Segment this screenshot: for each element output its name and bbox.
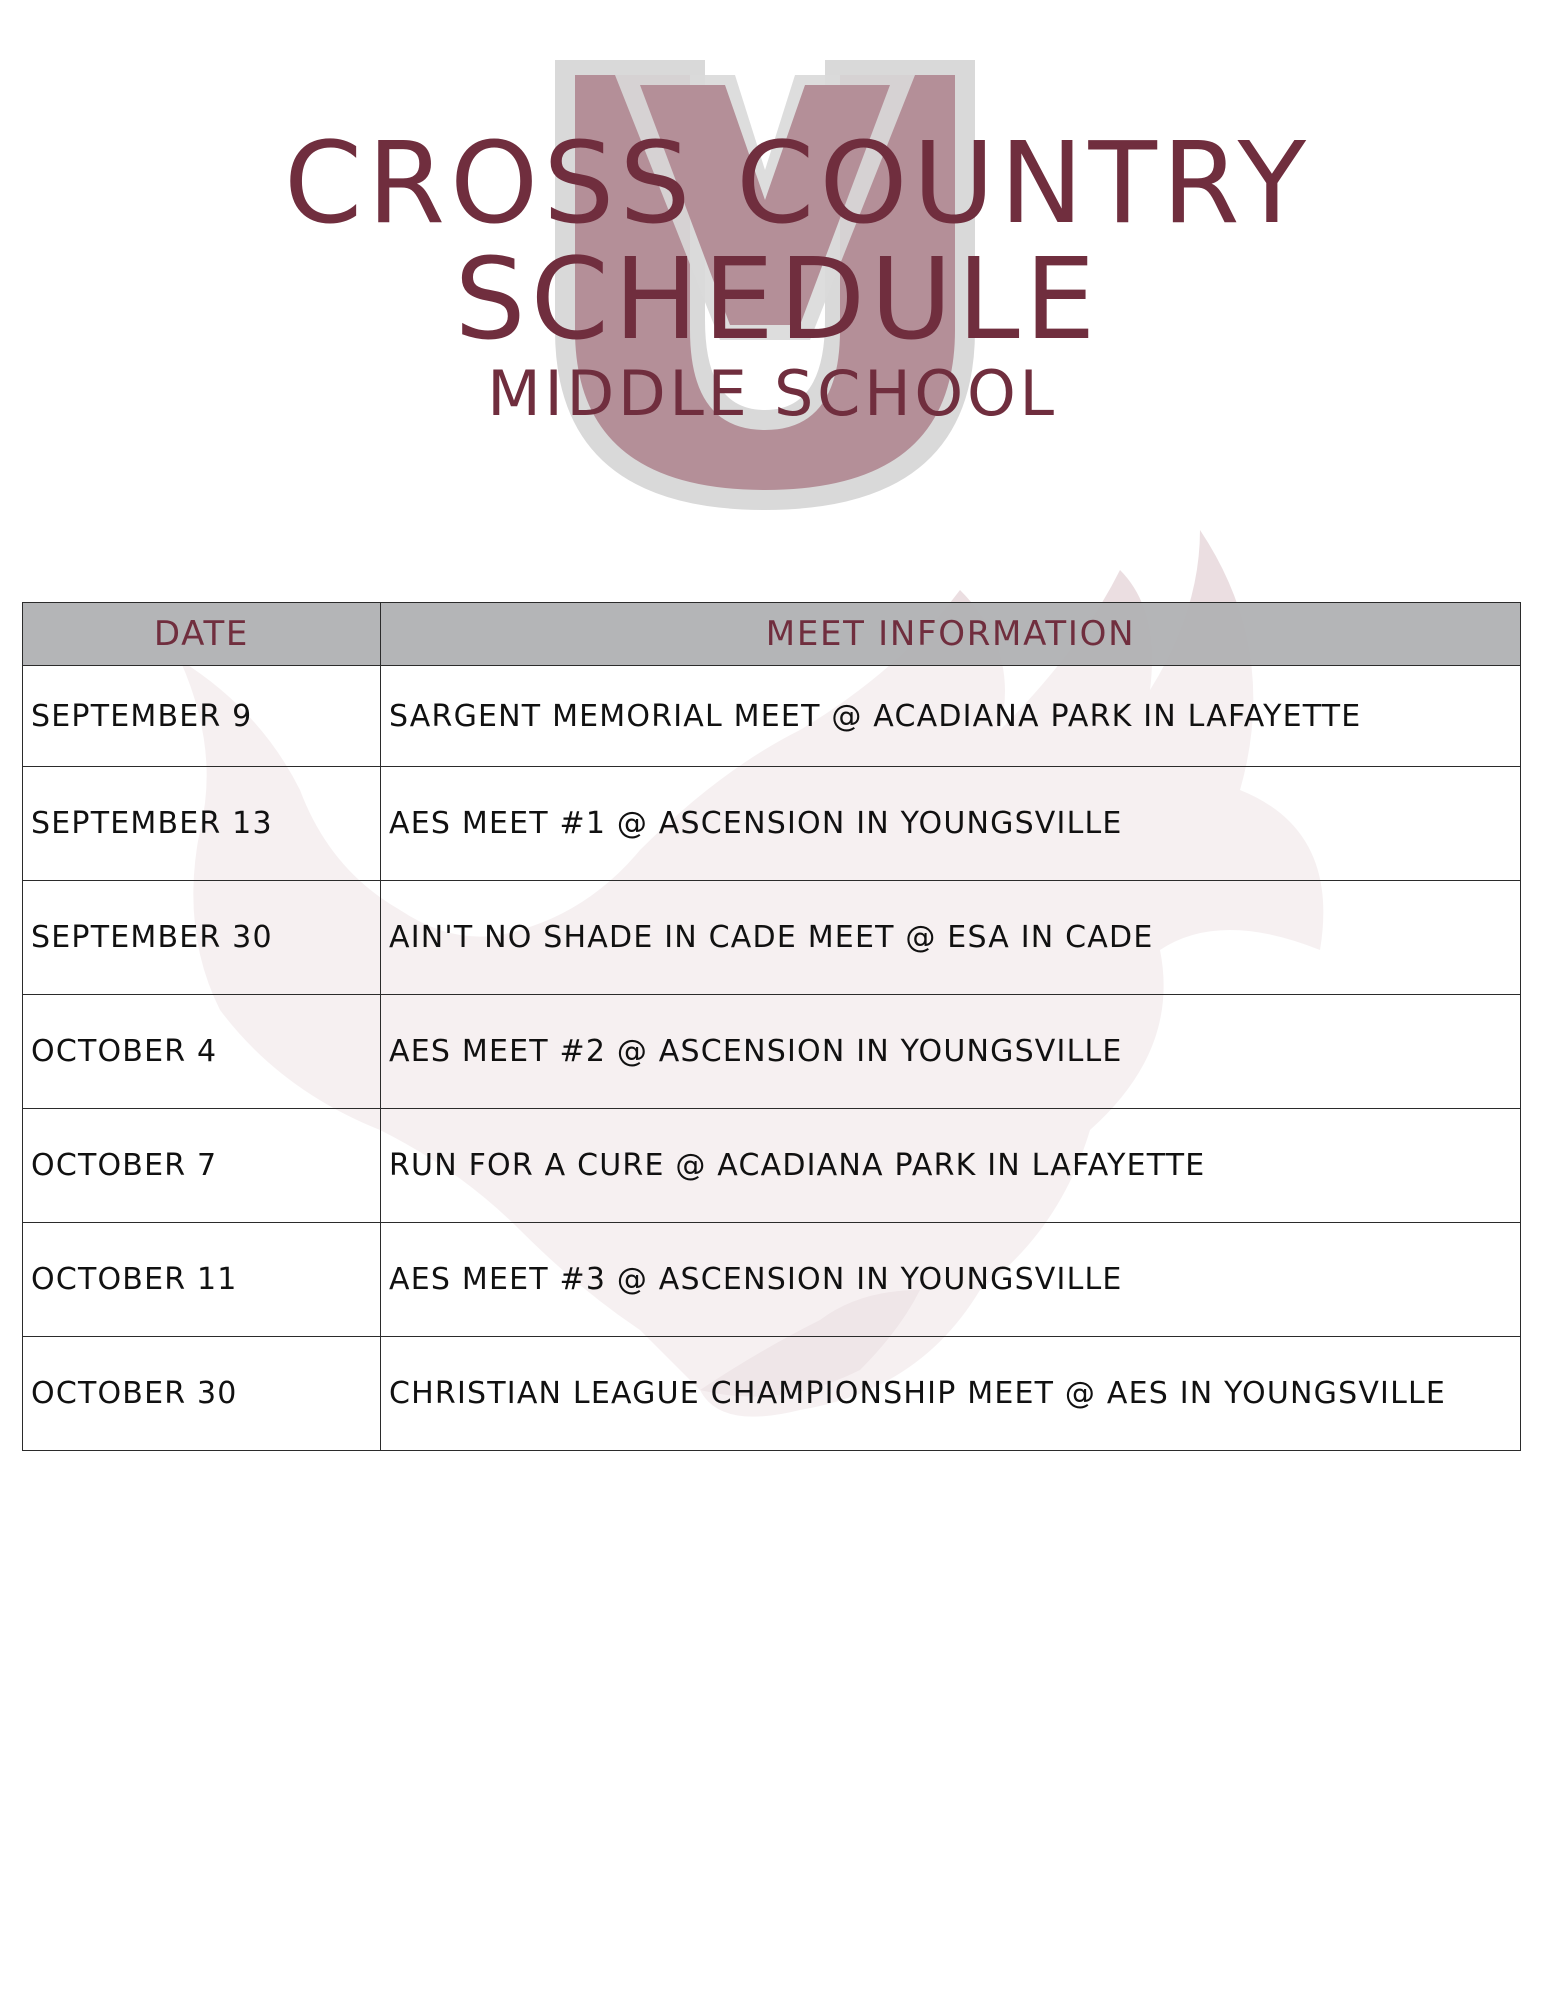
page-title-line-2: SCHEDULE <box>454 235 1101 365</box>
date-cell: OCTOBER 11 <box>23 1223 381 1337</box>
table-row <box>23 666 1521 767</box>
date-cell: OCTOBER 7 <box>23 1109 381 1223</box>
table-header-row <box>23 603 1521 666</box>
meet-info-cell: AIN'T NO SHADE IN CADE MEET @ ESA IN CADE <box>381 881 1521 995</box>
page-title: CROSS COUNTRY <box>283 119 1312 249</box>
table-row <box>23 1109 1521 1223</box>
table-row <box>23 1223 1521 1337</box>
date-cell: SEPTEMBER 9 <box>23 666 381 767</box>
date-cell: SEPTEMBER 13 <box>23 767 381 881</box>
meet-info-cell: RUN FOR A CURE @ ACADIANA PARK IN LAFAYETTE <box>381 1109 1521 1223</box>
date-cell: OCTOBER 4 <box>23 995 381 1109</box>
meet-info-cell: CHRISTIAN LEAGUE CHAMPIONSHIP MEET @ AES IN YOUNGSVILLE <box>381 1337 1521 1451</box>
date-cell: SEPTEMBER 30 <box>23 881 381 995</box>
column-header-date: DATE <box>23 603 381 666</box>
date-cell: OCTOBER 30 <box>23 1337 381 1451</box>
table-row <box>23 767 1521 881</box>
table-row <box>23 881 1521 995</box>
table-row <box>23 1337 1521 1451</box>
meet-info-cell: SARGENT MEMORIAL MEET @ ACADIANA PARK IN LAFAYETTE <box>381 666 1521 767</box>
page-subtitle: MIDDLE SCHOOL <box>487 357 1058 430</box>
meet-info-cell: AES MEET #2 @ ASCENSION IN YOUNGSVILLE <box>381 995 1521 1109</box>
meet-info-cell: AES MEET #3 @ ASCENSION IN YOUNGSVILLE <box>381 1223 1521 1337</box>
table-row <box>23 995 1521 1109</box>
schedule-table <box>22 602 1521 1451</box>
meet-info-cell: AES MEET #1 @ ASCENSION IN YOUNGSVILLE <box>381 767 1521 881</box>
column-header-meet-information: MEET INFORMATION <box>381 603 1521 666</box>
